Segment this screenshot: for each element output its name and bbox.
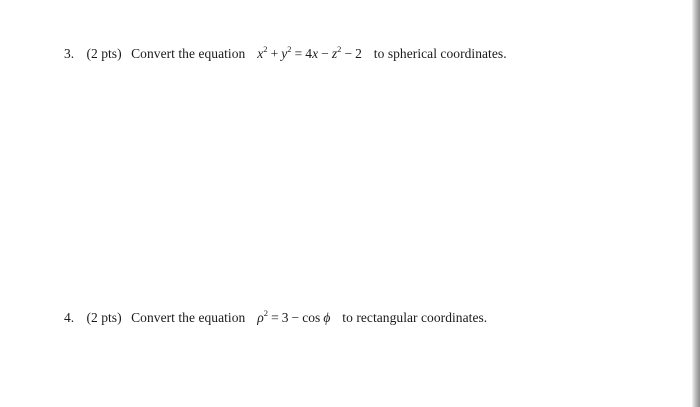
problem-tail-text: to rectangular coordinates. bbox=[342, 310, 488, 325]
equation-operator: − bbox=[344, 46, 353, 61]
problem-lead-text: Convert the equation bbox=[131, 310, 246, 325]
equation-term: 4 bbox=[305, 46, 313, 61]
equation-function: cos bbox=[302, 310, 321, 325]
equation-operator: − bbox=[291, 310, 300, 325]
problem-number: 3. bbox=[64, 46, 75, 61]
equation-operator: − bbox=[321, 46, 329, 61]
equation-term: z bbox=[331, 46, 338, 61]
equation-exponent: 2 bbox=[263, 308, 269, 318]
equation bbox=[257, 310, 330, 325]
equation-operator: + bbox=[270, 46, 279, 61]
equation-exponent: 2 bbox=[263, 44, 268, 54]
equation-exponent: 2 bbox=[337, 44, 342, 54]
equation bbox=[257, 46, 362, 61]
equation-operator: = bbox=[294, 46, 303, 61]
equation-term: 2 bbox=[355, 46, 362, 61]
problem-3 bbox=[64, 44, 507, 62]
problem-lead-text: Convert the equation bbox=[131, 46, 246, 61]
problem-number: 4. bbox=[64, 310, 75, 325]
problem-points: (2 pts) bbox=[86, 46, 122, 61]
page-edge-shadow bbox=[692, 0, 700, 407]
equation-term: x bbox=[312, 46, 319, 61]
equation-term: ρ bbox=[257, 310, 264, 325]
equation-term: ϕ bbox=[323, 310, 331, 325]
equation-term: y bbox=[281, 46, 288, 61]
equation-term: 3 bbox=[281, 310, 289, 325]
equation-exponent: 2 bbox=[287, 44, 292, 54]
equation-operator: = bbox=[271, 310, 279, 325]
problem-tail-text: to spherical coordinates. bbox=[373, 46, 507, 61]
problem-4 bbox=[64, 308, 487, 326]
equation-term: x bbox=[257, 46, 264, 61]
problem-points: (2 pts) bbox=[86, 310, 122, 325]
